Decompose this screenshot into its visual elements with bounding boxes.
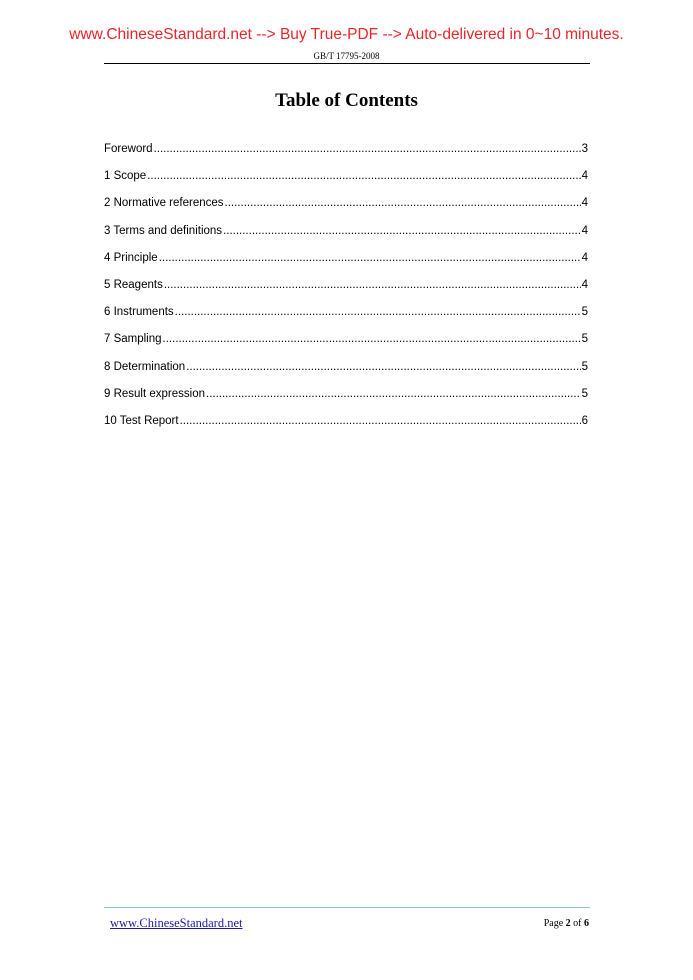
toc-entry-page: 4 bbox=[581, 170, 588, 183]
toc-entry-determination[interactable] bbox=[104, 361, 588, 388]
page-of: of bbox=[573, 918, 582, 929]
toc-entry-label: 3 Terms and definitions bbox=[104, 224, 223, 237]
toc-entry-label: 10 Test Report bbox=[104, 414, 179, 427]
toc-entry-page: 4 bbox=[581, 251, 588, 264]
toc-entry-page: 5 bbox=[581, 360, 588, 373]
footer-divider bbox=[104, 907, 590, 908]
toc-entry-page: 3 bbox=[581, 143, 588, 155]
toc-dot-leader bbox=[147, 170, 580, 182]
toc-dot-leader bbox=[163, 333, 581, 345]
toc-entry-label: 9 Result expression bbox=[104, 387, 205, 400]
toc-entry-label: 5 Reagents bbox=[104, 278, 163, 291]
toc-entry-page: 4 bbox=[581, 278, 588, 291]
toc-dot-leader bbox=[154, 143, 581, 155]
toc-entry-sampling[interactable] bbox=[104, 333, 588, 360]
toc-dot-leader bbox=[159, 252, 581, 264]
toc-dot-leader bbox=[180, 415, 581, 427]
toc-entry-test-report[interactable] bbox=[104, 415, 588, 442]
toc-dot-leader bbox=[225, 197, 581, 209]
footer-site-link[interactable]: www.ChineseStandard.net bbox=[110, 916, 243, 930]
toc-entry-label: 7 Sampling bbox=[104, 333, 162, 346]
toc-entry-page: 4 bbox=[581, 197, 588, 210]
toc-entry-page: 5 bbox=[581, 306, 588, 319]
toc-entry-page: 5 bbox=[581, 333, 588, 346]
toc-entry-label: 8 Determination bbox=[104, 360, 186, 373]
toc-dot-leader bbox=[164, 279, 581, 291]
toc-entry-foreword[interactable] bbox=[104, 143, 588, 170]
toc-entry-normative-references[interactable] bbox=[104, 197, 588, 224]
toc-entry-label: 4 Principle bbox=[104, 251, 158, 264]
page-prefix: Page bbox=[543, 918, 564, 929]
toc-dot-leader bbox=[175, 306, 581, 318]
page-title: Table of Contents bbox=[275, 90, 418, 111]
toc-entry-label: 1 Scope bbox=[104, 170, 147, 183]
page-indicator bbox=[544, 918, 589, 929]
toc-entry-reagents[interactable] bbox=[104, 279, 588, 306]
page-total: 6 bbox=[584, 918, 589, 929]
toc-entry-scope[interactable] bbox=[104, 170, 588, 197]
toc-entry-page: 5 bbox=[581, 387, 588, 400]
table-of-contents bbox=[104, 143, 588, 442]
toc-entry-principle[interactable] bbox=[104, 252, 588, 279]
toc-entry-result-expression[interactable] bbox=[104, 388, 588, 415]
page-current: 2 bbox=[565, 918, 571, 929]
header-divider bbox=[104, 63, 590, 64]
toc-entry-label: 2 Normative references bbox=[104, 197, 224, 210]
promo-banner[interactable]: www.ChineseStandard.net --> Buy True-PDF --> Auto-delivered in 0~10 minutes. bbox=[69, 26, 624, 43]
toc-entry-label: 6 Instruments bbox=[104, 306, 174, 319]
toc-entry-page: 6 bbox=[581, 414, 588, 427]
toc-dot-leader bbox=[186, 361, 580, 373]
toc-entry-label: Foreword bbox=[104, 143, 153, 155]
toc-dot-leader bbox=[223, 225, 581, 237]
toc-dot-leader bbox=[206, 388, 581, 400]
toc-entry-page: 4 bbox=[581, 224, 588, 237]
toc-entry-instruments[interactable] bbox=[104, 306, 588, 333]
toc-entry-terms-and-definitions[interactable] bbox=[104, 225, 588, 252]
document-number: GB/T 17795-2008 bbox=[313, 51, 380, 61]
